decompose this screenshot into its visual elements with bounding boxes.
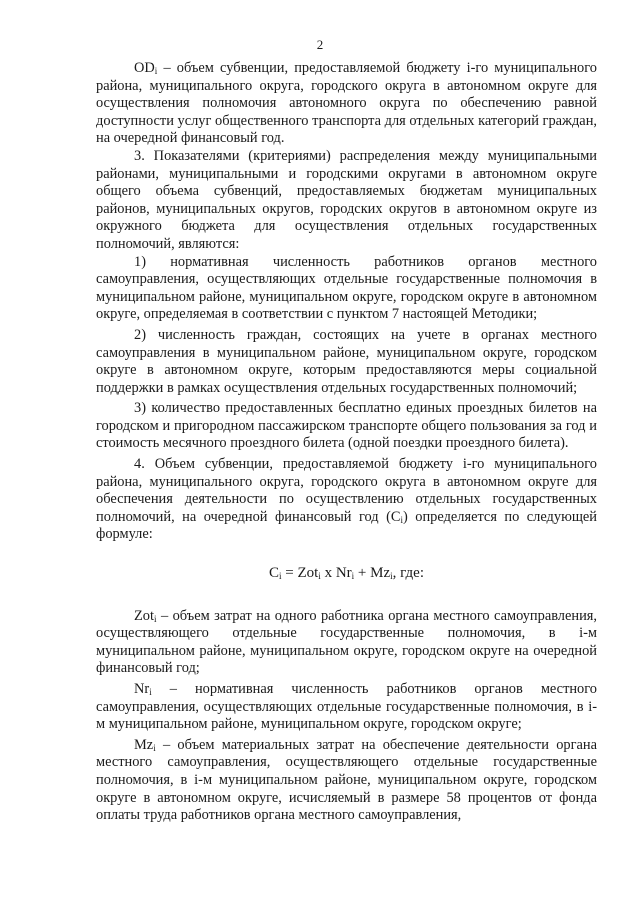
formula-tail: , где: <box>392 565 425 582</box>
nr-definition <box>96 681 597 734</box>
formula-zot-sub: i <box>318 571 321 582</box>
nr-symbol: Nr <box>134 681 150 697</box>
document-body <box>96 60 597 825</box>
formula-nr: x Nr <box>320 565 352 582</box>
od-definition <box>96 60 597 148</box>
item-3-sub-3: 3) количество предоставленных бесплатно единых проездных билетов на городском и пригородном пассажирском транспорте общего пользования за год и стоимость месячного проездного билета (одной поездки проездного билета). <box>96 400 597 452</box>
item-3-sub-2: 2) численность граждан, состоящих на учете в органах местного самоуправления в муниципальном районе, муниципальном округе, городском округе в автономном округе, которым предоставляются меры социальной поддержки в рамках осуществления отдельных государственных полномочий; <box>96 326 597 396</box>
item-4 <box>96 456 597 544</box>
od-symbol: OD <box>134 60 155 76</box>
mz-text: – объем материальных затрат на обеспечение деятельности органа местного самоуправления, осуществляющего отдельные государственные полномочия, в i-м муниципальном районе, муниципальном округе, городском округе в автономном округе, исчисляемый в размере 58 процентов от фонда оплаты труда работников органа местного самоуправления, <box>96 736 597 824</box>
item-4-text-before: 4. Объем субвенции, предоставляемой бюджету i-го муниципального района, муниципального округа, городского округа в автономном округе для обеспечения деятельности по осуществлению отдельных государственных полномочий, на очередной финансовый год (C <box>96 456 597 525</box>
mz-subscript: i <box>153 742 156 753</box>
od-text: – объем субвенции, предоставляемой бюджету i-го муниципального района, муниципального округа, городского округа в автономном округе для осуществления полномочия автономного округа по обеспечению равной доступности услуг общественного транспорта для отдельных категорий граждан, на очередной финансовый год. <box>96 60 597 147</box>
od-subscript: i <box>154 66 158 76</box>
formula-zot: = Zot <box>281 565 319 582</box>
formula-c-sub: i <box>278 571 282 582</box>
page-number: 2 <box>316 37 324 52</box>
zot-subscript: i <box>153 613 157 624</box>
mz-definition <box>96 737 597 825</box>
formula-mz-sub: i <box>390 571 393 582</box>
formula-c: C <box>268 565 279 582</box>
item-3-intro: 3. Показателями (критериями) распределения между муниципальными районами, муниципальными и городскими округами в автономном округе общего объема субвенций, предоставляемых бюджетам муниципальных районов, муниципальных округов, городских округов в автономном округе из окружного бюджета для осуществления отдельных государственных полномочий, являются: <box>96 147 597 252</box>
zot-text: – объем затрат на одного работника органа местного самоуправления, осуществляющего отдельные государственные полномочия, в i-м муниципальном районе, муниципальном округе, городском округе на очередной финансовый год; <box>96 607 597 677</box>
nr-text: – нормативная численность работников органов местного самоуправления, осуществляющих отдельные государственные полномочия, в i-м муниципальном районе, муниципальном округе, городском округе; <box>96 681 597 733</box>
formula-nr-sub: i <box>351 571 355 582</box>
item-4-text-after: ) определяется по следующей формуле: <box>96 508 597 543</box>
mz-symbol: Mz <box>134 736 154 753</box>
subvention-formula <box>96 565 597 583</box>
nr-subscript: i <box>149 687 152 697</box>
item-4-subscript: i <box>400 514 404 525</box>
zot-symbol: Zot <box>134 607 154 624</box>
formula-mz: + Mz <box>354 565 391 582</box>
item-3-sub-1: 1) нормативная численность работников органов местного самоуправления, осуществляющих отдельные государственные полномочия в муниципальном районе, муниципальном округе, городском округе в автономном округе, определяемая в соответствии с пунктом 7 настоящей Методики; <box>96 253 597 323</box>
zot-definition <box>96 608 597 678</box>
